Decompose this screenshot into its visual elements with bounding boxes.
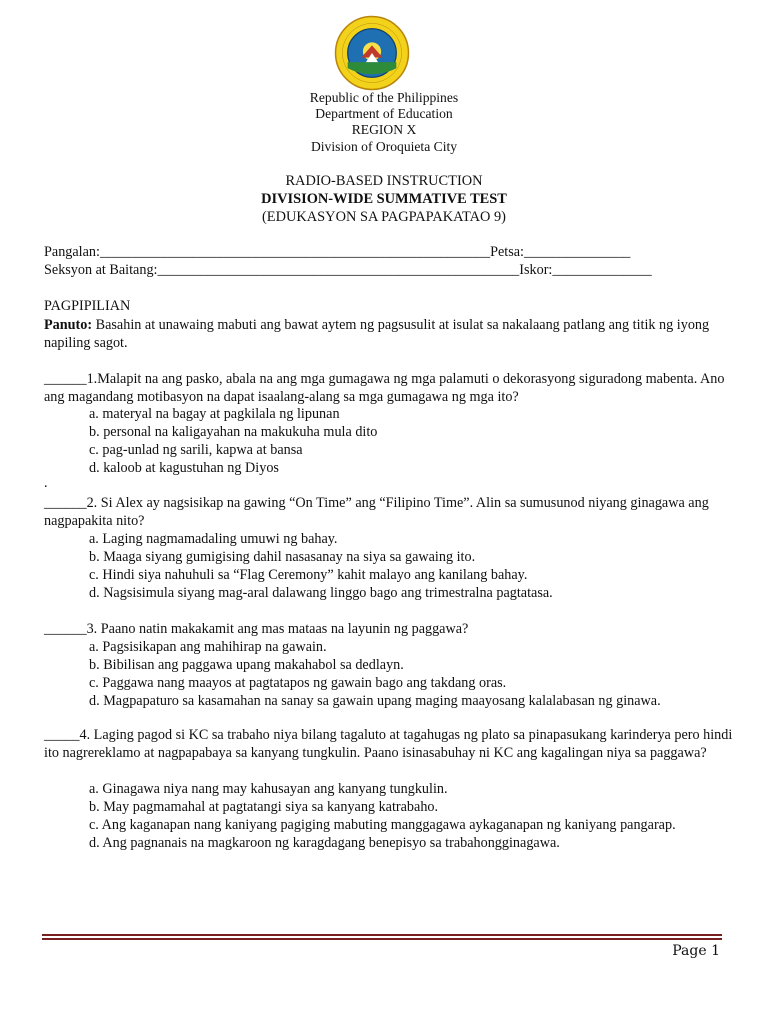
q4-option-b: b. May pagmamahal at pagtatangi siya sa kanyang katrabaho. xyxy=(89,799,439,815)
q2-option-c: c. Hindi siya nahuhuli sa “Flag Ceremony” kahit malayo ang kanilang bahay. xyxy=(89,567,528,583)
q3-option-c: c. Paggawa nang maayos at pagtatapos ng gawain bago ang takdang oras. xyxy=(89,675,507,691)
title-test-name: DIVISION-WIDE SUMMATIVE TEST xyxy=(261,191,507,207)
q4-option-a: a. Ginagawa niya nang may kahusayan ang kanyang tungkulin. xyxy=(89,781,448,797)
q4-option-d: d. Ang pagnanais na magkaroon ng karagdagang benepisyo sa trabahongginagawa. xyxy=(89,835,560,851)
header-division: Division of Oroquieta City xyxy=(310,138,458,154)
question-1: ______1.Malapit na ang pasko, abala na ang mga gumagawa ng mga palamuti o dekorasyong siguradong mabenta. Ano ang magandang motibasyon na dapat isaalang-alang sa mga gumagawa ng mga ito? xyxy=(44,371,725,405)
q3-option-d: d. Magpapaturo sa kasamahan na sanay sa gawain upang maging maayosang kalalabasan ng ginawa. xyxy=(89,693,661,709)
q2-option-b: b. Maaga siyang gumigising dahil nasasanay na siya sa gawaing ito. xyxy=(89,549,476,565)
instructions-text: Basahin at unawaing mabuti ang bawat aytem ng pagsusulit at isulat sa nakalaang patlang ang titik ng iyong napiling sagot. xyxy=(44,317,710,351)
q1-option-d: d. kaloob at kagustuhan ng Diyos xyxy=(89,460,279,476)
q4-option-c: c. Ang kaganapan nang kaniyang pagiging mabuting manggagawa aykaganapan ng kaniyang pangarap. xyxy=(89,817,676,833)
section-title: PAGPIPILIAN xyxy=(44,298,131,314)
title-instruction-type: RADIO-BASED INSTRUCTION xyxy=(285,173,483,189)
stray-mark: . xyxy=(44,475,48,491)
question-4: _____4. Laging pagod si KC sa trabaho niya bilang tagaluto at tagahugas ng plato sa pinapasukang karinderya pero hindi ito nagrereklamo at nagpapabaya sa kanyang tungkulin. Paano isinasabuhay ni KC ang kagalingan niya sa paggawa? xyxy=(44,727,733,761)
agency-header xyxy=(0,90,768,155)
q2-option-d: d. Nagsisimula siyang mag-aral dalawang linggo bago ang trimestralna pagtatasa. xyxy=(89,585,553,601)
page-number: Page 1 xyxy=(672,943,720,959)
section-score-field[interactable]: Seksyon at Baitang:___________________________________________________Iskor:______________ xyxy=(44,262,652,278)
q3-option-b: b. Bibilisan ang paggawa upang makahabol sa dedlayn. xyxy=(89,657,404,673)
footer-rule xyxy=(42,934,722,940)
deped-oroquieta-seal xyxy=(334,15,410,91)
title-subject: (EDUKASYON SA PAGPAPAKATAO 9) xyxy=(262,209,506,225)
question-3: ______3. Paano natin makakamit ang mas mataas na layunin ng paggawa? xyxy=(44,621,469,637)
q3-option-a: a. Pagsisikapan ang mahihirap na gawain. xyxy=(89,639,327,655)
question-2: ______2. Si Alex ay nagsisikap na gawing “On Time” ang “Filipino Time”. Alin sa sumusunod niyang ginagawa ang nagpapakita nito? xyxy=(44,495,709,529)
q2-option-a: a. Laging nagmamadaling umuwi ng bahay. xyxy=(89,531,338,547)
test-title xyxy=(0,172,768,226)
instructions xyxy=(44,316,734,352)
header-department: Department of Education xyxy=(315,106,453,122)
header-region: REGION X xyxy=(351,122,417,138)
name-date-field[interactable]: Pangalan:_______________________________________________________Petsa:_______________ xyxy=(44,244,631,260)
instructions-label: Panuto: xyxy=(44,317,93,333)
q1-option-c: c. pag-unlad ng sarili, kapwa at bansa xyxy=(89,442,303,458)
q1-option-b: b. personal na kaligayahan na makukuha mula dito xyxy=(89,424,378,440)
header-republic: Republic of the Philippines xyxy=(309,90,459,105)
q1-option-a: a. materyal na bagay at pagkilala ng lipunan xyxy=(89,406,340,422)
